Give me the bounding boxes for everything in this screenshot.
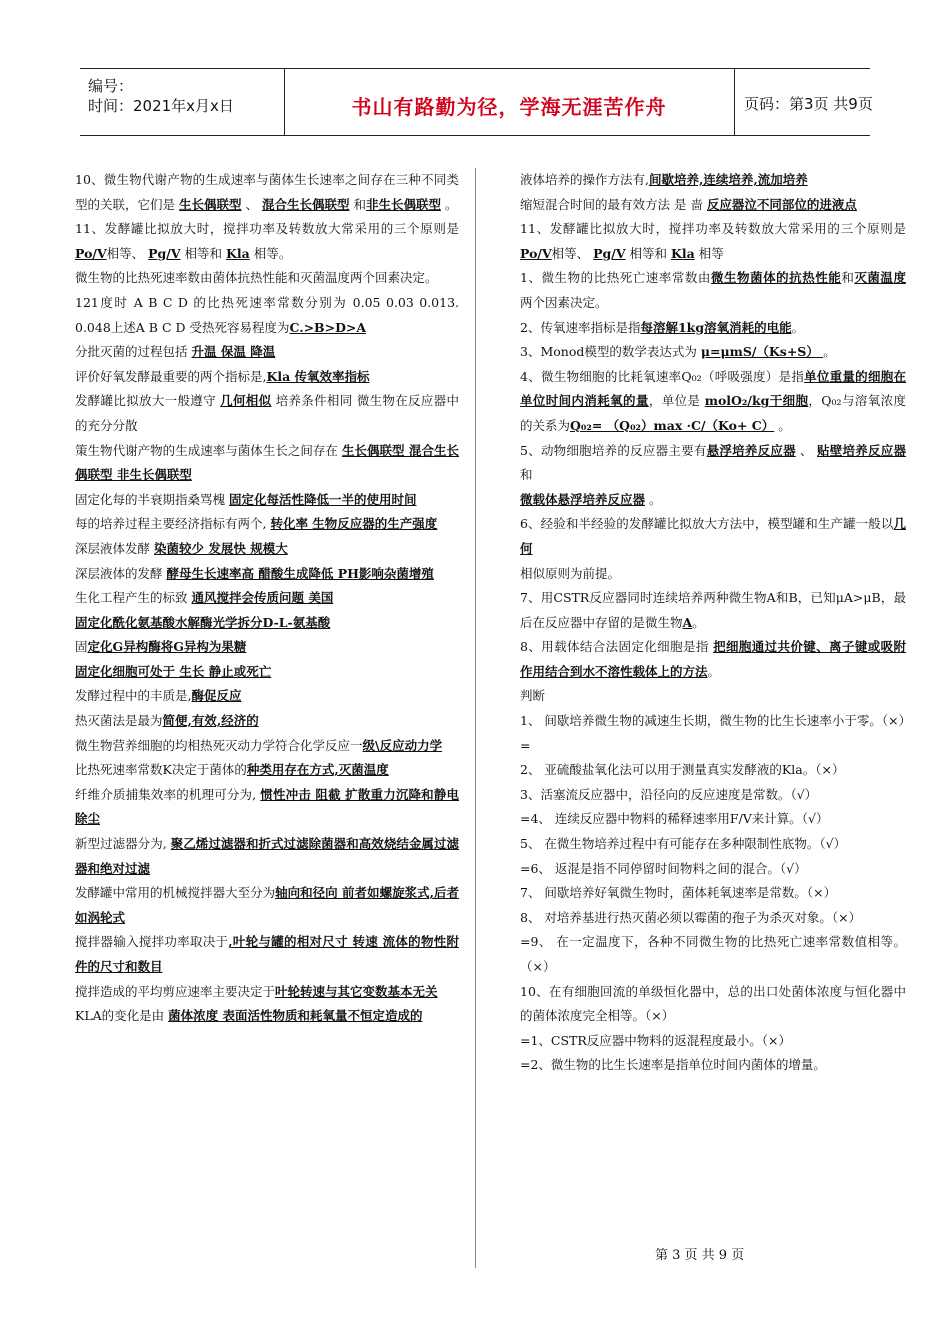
answer-text: 几何相似 <box>220 393 272 409</box>
paragraph <box>520 488 906 513</box>
paragraph <box>75 783 459 832</box>
body-text: 相似原则为前提。 <box>520 565 621 581</box>
answer-text: 间歇培养,连续培养,流加培养 <box>648 172 808 187</box>
body-text: =2、微生物的比生长速率是指单位时间内菌体的增量。 <box>520 1057 826 1073</box>
body-text: 3、活塞流反应器中，沿径向的反应速度是常数。（√） <box>520 786 818 802</box>
body-text: ，Q₀₂与溶氧浓度的关系为 <box>520 393 906 433</box>
answer-text: Q₀₂= （Q₀₂）max ·C/（Ko+ C） <box>570 417 775 433</box>
paragraph <box>75 439 459 488</box>
paragraph <box>520 512 906 561</box>
body-text: 7、 间歇培养好氧微生物时，菌体耗氧速率是常数。（×） <box>520 885 837 901</box>
paragraph <box>75 266 459 291</box>
body-text: KLA的变化是由 <box>75 1008 169 1024</box>
body-text: 。 <box>791 319 805 335</box>
answer-text: Po/V <box>520 245 552 261</box>
body-text: 固定化每的半衰期指桑骂槐 <box>75 491 229 507</box>
answer-text: 轴向和径向 前者如螺旋浆式,后者如涡轮式 <box>75 885 459 925</box>
answer-text: Pg/V <box>593 245 626 261</box>
paragraph <box>520 1029 906 1054</box>
body-text: =6、 返混是指不同停留时间物料之间的混合。（√） <box>520 860 807 876</box>
answer-text: 生长偶联型 混合生长偶联型 非生长偶联型 <box>75 442 459 483</box>
body-text: 固 <box>75 639 88 655</box>
answer-text: 微生物菌体的抗热性能 <box>710 270 842 286</box>
paragraph <box>520 857 906 882</box>
paragraph <box>520 930 906 979</box>
body-text: 微生物营养细胞的均相热死灭动力学符合化学反应一 <box>75 737 363 753</box>
doc-number-label: 编号： <box>88 77 134 95</box>
page-footer: 第 3 页 共 9 页 <box>655 1248 745 1263</box>
answer-text: 惯性冲击 阻截 扩散重力沉降和静电除尘 <box>75 786 459 827</box>
body-text: 评价好氧发酵最重要的两个指标是, <box>75 368 267 384</box>
paragraph <box>75 488 459 513</box>
body-text: =9、 在一定温度下，各种不同微生物的比热死亡速率常数值相等。（×） <box>520 934 906 974</box>
answer-text: 非生长偶联型 <box>365 196 441 212</box>
body-text: 两个因素决定。 <box>520 294 608 310</box>
answer-text: 固定化每活性降低一半的使用时间 <box>228 491 417 507</box>
answer-text: 菌体浓度 表面活性物质和耗氧量不恒定造成的 <box>168 1008 423 1024</box>
answer-text: Kla <box>226 245 250 261</box>
body-text: 每的培养过程主要经济指标有两个, <box>75 516 271 532</box>
body-text: 3、Monod模型的数学表达式为 <box>520 344 701 360</box>
body-text: 6、经验和半经验的发酵罐比拟放大方法中，模型罐和生产罐一般以 <box>520 516 894 532</box>
answer-text: 叶轮转速与其它变数基本无关 <box>275 983 438 999</box>
left-column <box>75 168 459 1029</box>
motto: 书山有路勤为径，学海无涯苦作舟 <box>351 95 667 119</box>
answer-text: Kla <box>671 245 695 261</box>
paragraph <box>75 340 459 365</box>
body-text: 5、 在微生物培养过程中有可能存在多种限制性底物。（√） <box>520 836 847 852</box>
paragraph <box>75 832 459 881</box>
paragraph <box>520 783 906 808</box>
body-text: 和 <box>841 270 855 286</box>
answer-text: 单位重量的细胞在单位时间内消耗氧的量 <box>520 368 906 409</box>
body-text: 深层液体发酵 <box>75 540 154 556</box>
header-page-cell <box>734 69 873 135</box>
paragraph <box>75 1004 459 1029</box>
body-text: 1、 间歇培养微生物的减速生长期，微生物的比生长速率小于零。（×） <box>520 713 912 729</box>
time-label: 时间：2021年x月x日 <box>88 97 234 115</box>
body-text: 。 <box>645 491 662 507</box>
body-text: = <box>520 737 531 753</box>
answer-text: ,叶轮与罐的相对尺寸 转速 流体的物性附件的尺寸和数目 <box>75 934 459 974</box>
paragraph <box>520 906 906 931</box>
answer-text: 聚乙烯过滤器和折式过滤除菌器和高效烧结金属过滤器和绝对过滤 <box>75 836 459 876</box>
body-text: 、 <box>241 196 262 212</box>
body-text: 发酵过程中的丰质是, <box>75 688 192 704</box>
answer-text: 级\反应动力学 <box>362 737 443 753</box>
paragraph <box>75 684 459 709</box>
body-text: 相等 <box>694 245 724 261</box>
paragraph <box>520 980 906 1029</box>
body-text: 、 <box>795 442 818 458</box>
answer-text: 染菌较少 发展快 规模大 <box>153 540 288 556</box>
answer-text: 灭菌温度 <box>854 270 906 286</box>
paragraph <box>520 1053 906 1078</box>
body-text: 相等、 <box>551 245 594 261</box>
paragraph <box>75 586 459 611</box>
answer-text: A <box>682 614 693 630</box>
right-column <box>520 168 912 1078</box>
body-text: 5、动物细胞培养的反应器主要有 <box>520 442 707 458</box>
answer-text: C.>B>D>A <box>289 319 367 335</box>
paragraph <box>75 291 459 340</box>
column-divider <box>475 168 476 1268</box>
answer-text: μ=μmS/（Ks+S） <box>700 344 824 360</box>
paragraph <box>520 217 906 266</box>
body-text: 10、在有细胞回流的单级恒化器中，总的出口处菌体浓度与恒化器中的菌体浓度完全相等。（×） <box>520 983 906 1024</box>
body-text: 发酵罐比拟放大一般遵守 <box>75 393 221 409</box>
header-meta-cell <box>80 69 285 135</box>
answer-text: 定化G异构酶将G异构为果糖 <box>87 639 247 655</box>
answer-text: 转化率 生物反应器的生产强度 <box>270 516 438 532</box>
answer-text: 混合生长偶联型 <box>261 196 350 212</box>
paragraph <box>520 807 906 832</box>
paragraph <box>520 439 906 488</box>
body-text: 相等、 <box>106 245 149 261</box>
body-text: 和 <box>520 467 533 483</box>
paragraph <box>75 365 459 390</box>
body-text: 。 <box>823 344 836 360</box>
answer-text: 通风搅拌会传质问题 美国 <box>191 590 334 606</box>
body-text: 深层液体的发酵 <box>75 565 167 581</box>
body-text: 8、用载体结合法固定化细胞是指 <box>520 639 714 655</box>
paragraph <box>75 168 459 217</box>
answer-text: 简便,有效,经济的 <box>162 713 259 729</box>
body-text: 11、发酵罐比拟放大时，搅拌功率及转数放大常采用的三个原则是 <box>75 221 459 237</box>
body-text: 相等和 <box>625 245 672 261</box>
paragraph <box>75 660 459 685</box>
paragraph <box>520 635 906 684</box>
paragraph <box>520 340 906 365</box>
paragraph <box>520 734 906 759</box>
paragraph <box>75 389 459 438</box>
page-header <box>80 68 873 136</box>
paragraph <box>520 586 906 635</box>
body-text: 2、 亚硫酸盐氧化法可以用于测量真实发酵液的Kla。（×） <box>520 762 845 778</box>
answer-text: 贴壁培养反应器 <box>817 442 906 458</box>
paragraph <box>75 537 459 562</box>
answer-text: 每溶解1kg溶氧消耗的电能 <box>640 319 792 335</box>
body-text: 7、用CSTR反应器同时连续培养两种微生物A和B，已知μA>μB，最后在反应器中存留的是微生物 <box>520 590 906 630</box>
paragraph <box>75 635 459 660</box>
paragraph <box>520 832 906 857</box>
paragraph <box>520 684 906 709</box>
body-text: 10、微生物代谢产物的生成速率与菌体生长速率之间存在三种不同类型的关联，它们是 <box>75 172 459 212</box>
body-text: =1、CSTR反应器中物料的返混程度最小。（×） <box>520 1032 792 1048</box>
paragraph <box>520 562 906 587</box>
header-motto-cell <box>284 69 735 135</box>
paragraph <box>520 881 906 906</box>
paragraph <box>75 881 459 930</box>
body-text: 8、 对培养基进行热灭菌必须以霉菌的孢子为杀灭对象。（×） <box>520 909 862 925</box>
answer-text: 悬浮培养反应器 <box>706 442 796 458</box>
paragraph <box>75 980 459 1005</box>
answer-text: 固定化酰化氨基酸水解酶光学拆分D-L-氨基酸 <box>75 614 331 630</box>
body-text: 热灭菌法是最为 <box>75 713 163 729</box>
answer-text: 固定化细胞可处于 生长 静止或死亡 <box>75 663 272 679</box>
paragraph <box>520 365 906 439</box>
body-text: 策生物代谢产物的生成速率与菌体生长之间存在 <box>75 442 342 458</box>
body-text: 11、发酵罐比拟放大时，搅拌功率及转数放大常采用的三个原则是 <box>520 221 906 237</box>
paragraph <box>520 316 906 341</box>
paragraph <box>75 758 459 783</box>
body-text: 比热死速率常数K决定于菌体的 <box>75 762 247 778</box>
paragraph <box>75 562 459 587</box>
answer-text: Po/V <box>75 245 107 261</box>
paragraph <box>75 611 459 636</box>
body-text: 搅拌造成的平均剪应速率主要决定于 <box>75 983 276 999</box>
paragraph <box>520 168 906 193</box>
answer-text: 生长偶联型 <box>178 196 242 212</box>
answer-text: 酵母生长速率高 醋酸生成降低 PH影响杂菌增殖 <box>166 565 434 581</box>
body-text: 分批灭菌的过程包括 <box>75 344 192 360</box>
answer-text: Kla 传氧效率指标 <box>266 368 370 384</box>
paragraph <box>520 709 912 734</box>
paragraph <box>75 217 459 266</box>
body-text: 相等和 <box>180 245 227 261</box>
body-text: 和 <box>349 196 366 212</box>
answer-text: 几何 <box>520 516 906 556</box>
paragraph <box>75 709 459 734</box>
body-text: 生化工程产生的标致 <box>75 590 192 606</box>
paragraph <box>520 758 906 783</box>
answer-text: 种类用存在方式,灭菌温度 <box>246 762 389 778</box>
answer-text: 酶促反应 <box>191 688 242 704</box>
body-text: 新型过滤器分为, <box>75 836 171 852</box>
body-text: ，单位是 <box>648 393 705 409</box>
page-info: 页码：第3页 共9页 <box>744 95 873 113</box>
answer-text: 微载体悬浮培养反应器 <box>520 491 646 507</box>
body-text: 纤维介质捕集效率的机理可分为, <box>75 786 261 802</box>
body-text: 判断 <box>520 688 546 704</box>
paragraph <box>520 266 906 315</box>
body-text: 。 <box>692 614 705 630</box>
answer-text: 反应器泣不同部位的进液点 <box>706 196 857 212</box>
paragraph <box>75 930 459 979</box>
answer-text: molO₂/kg干细胞 <box>704 393 809 409</box>
body-text: 。 <box>774 417 791 433</box>
body-text: 相等。 <box>249 245 292 261</box>
answer-text: 升温 保温 降温 <box>191 344 276 360</box>
body-text: 液体培养的操作方法有, <box>520 172 649 187</box>
body-text: 培养条件相同 微生物在反应器中的充分分散 <box>75 393 459 433</box>
body-text: 4、微生物细胞的比耗氧速率Q₀₂（呼吸强度）是指 <box>520 368 805 384</box>
body-text: 搅拌器输入搅拌功率取决于 <box>75 934 229 950</box>
body-text: 。 <box>707 663 721 679</box>
paragraph <box>75 734 459 759</box>
body-text: 发酵罐中常用的机械搅拌器大至分为 <box>75 885 276 901</box>
paragraph <box>520 193 906 218</box>
body-text: 缩短混合时间的最有效方法 是 啬 <box>520 196 707 212</box>
answer-text: 把细胞通过共价键、离子键或吸附作用结合到水不溶性载体上的方法 <box>520 639 906 679</box>
body-text: 1、微生物的比热死亡速率常数由 <box>520 270 711 286</box>
body-text: 。 <box>440 196 458 212</box>
body-text: 121度时 A B C D 的比热死速率常数分别为 0.05 0.03 0.013. 0.048上述A B C D 受热死容易程度为 <box>75 294 459 335</box>
paragraph <box>75 512 459 537</box>
body-text: 2、传氧速率指标是指 <box>520 319 641 335</box>
body-text: =4、 连续反应器中物料的稀释速率用F/V来计算。（√） <box>520 811 829 827</box>
body-text: 微生物的比热死速率数由菌体抗热性能和灭菌温度两个回素决定。 <box>75 270 438 286</box>
answer-text: Pg/V <box>148 245 181 261</box>
